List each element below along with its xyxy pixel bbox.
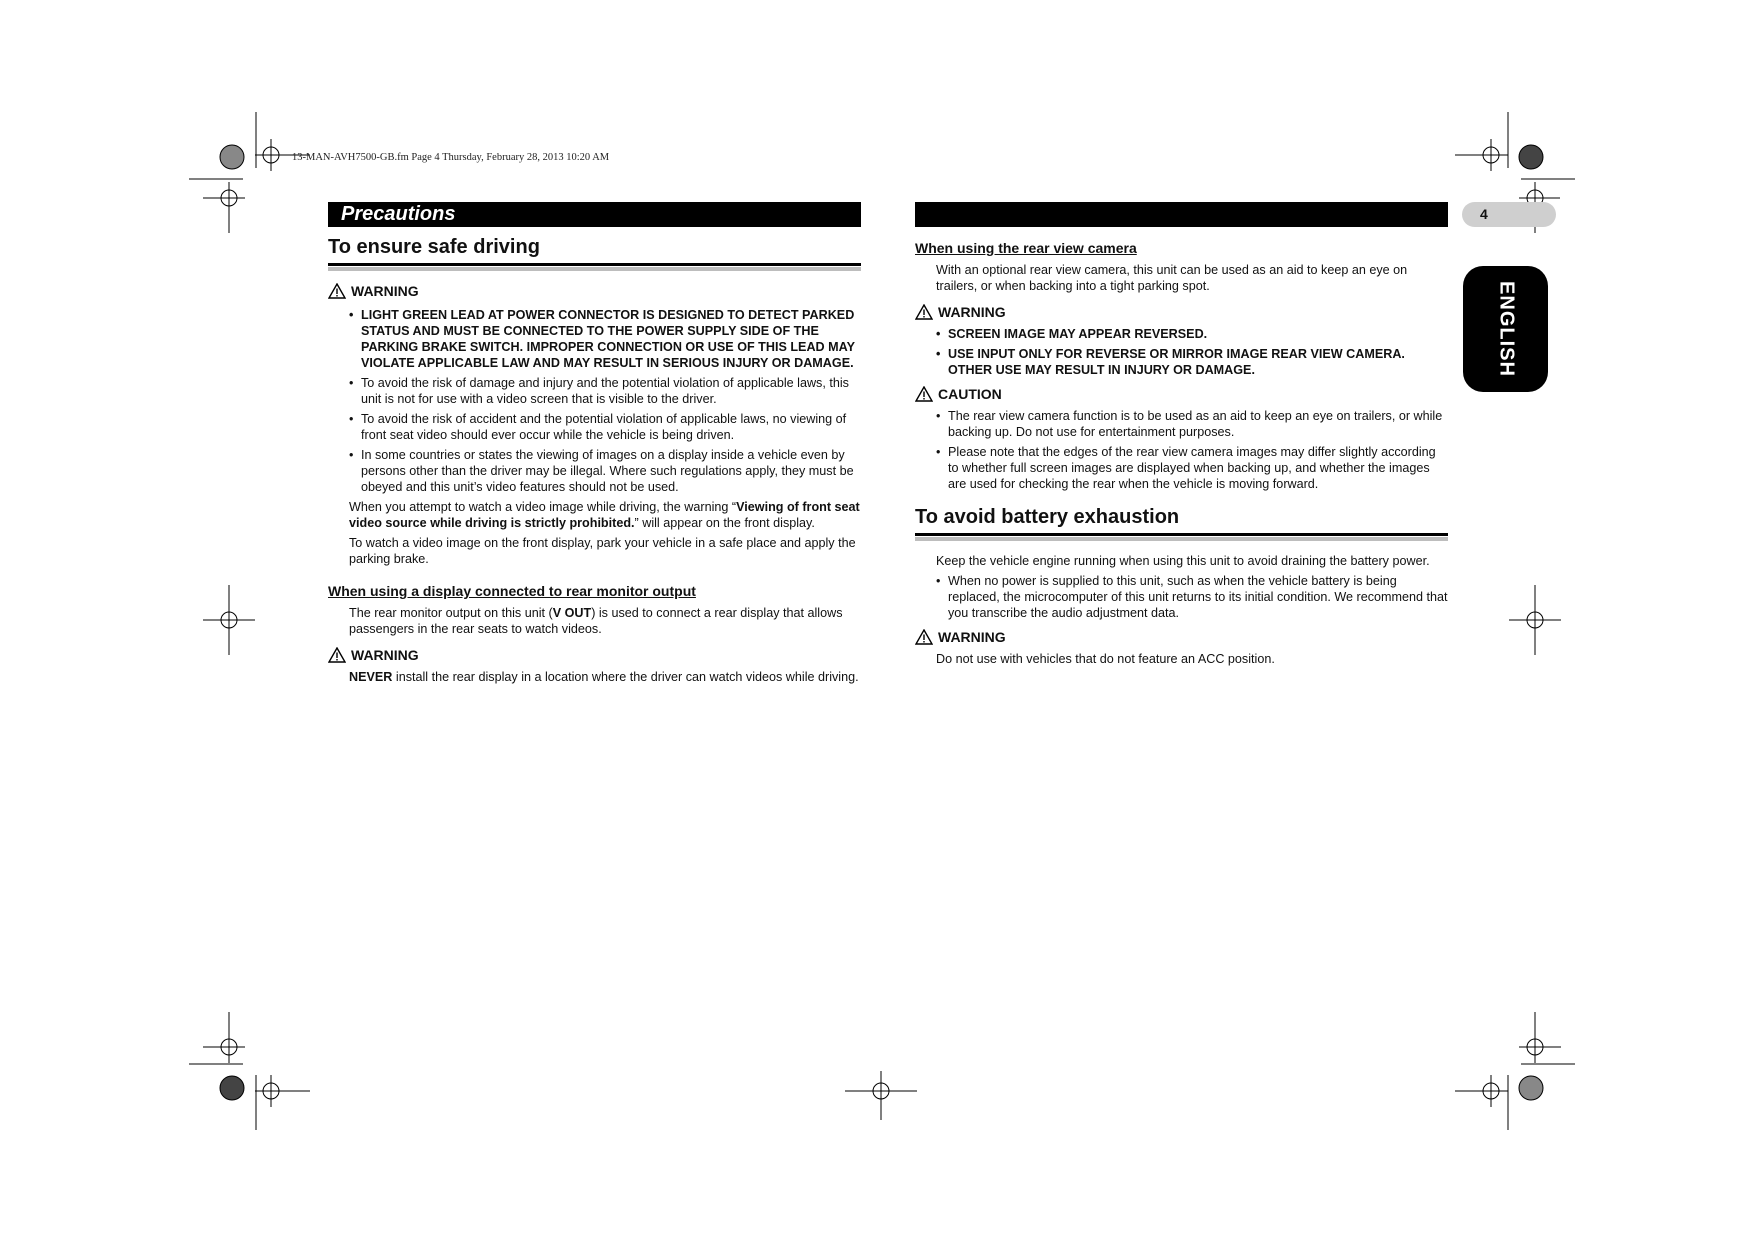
paragraph-driving-warning (349, 499, 861, 531)
list-item: • LIGHT GREEN LEAD AT POWER CONNECTOR IS DESIGNED TO DETECT PARKED STATUS AND MUST BE CONNECTED TO THE POWER SUPPLY SIDE OF THE PARKING BRAKE SWITCH. IMPROPER CONNECTION OR USE OF THIS LEAD MAY VIOLATE APPLICABLE LAW AND MAY RESULT IN SERIOUS INJURY OR DAMAGE. (349, 307, 861, 371)
text: ” will appear on the front display. (634, 516, 815, 530)
list-item: • SCREEN IMAGE MAY APPEAR REVERSED. (936, 326, 1448, 342)
caution-label: CAUTION (938, 386, 1002, 402)
language-label: ENGLISH (1495, 281, 1517, 377)
paragraph-battery: Keep the vehicle engine running when using this unit to avoid draining the battery power. (936, 554, 1430, 568)
list-item: • In some countries or states the viewing of images on a display inside a vehicle even by persons other than the driver may be illegal. Where such regulations apply, they must be obeyed and this unit’s video features should not be used. (349, 447, 861, 495)
section-title-safe-driving: To ensure safe driving (328, 236, 861, 266)
caution-triangle-icon (915, 386, 933, 402)
text: When you attempt to watch a video image while driving, the warning “ (349, 500, 737, 514)
warning-label: WARNING (351, 647, 419, 663)
text: install the rear display in a location where the driver can watch videos while driving. (392, 670, 859, 684)
safety-list (328, 375, 861, 495)
subsection-title-rear-camera: When using the rear view camera (915, 240, 1137, 256)
chapter-banner (328, 202, 861, 227)
warning-triangle-icon (328, 647, 346, 663)
left-column (328, 236, 861, 689)
paragraph-acc: Do not use with vehicles that do not feature an ACC position. (936, 652, 1275, 666)
chapter-banner-right (915, 202, 1448, 227)
language-tab (1463, 266, 1548, 392)
warning-label: WARNING (938, 304, 1006, 320)
warning-list (328, 307, 861, 371)
warning-triangle-icon (915, 629, 933, 645)
caution-list (915, 408, 1448, 492)
chapter-title: Precautions (341, 203, 456, 225)
page-number: 4 (1480, 206, 1488, 222)
warning-heading (328, 283, 861, 299)
bold-text: NEVER (349, 670, 393, 684)
warning-list (915, 326, 1448, 378)
paragraph-rear-camera: With an optional rear view camera, this unit can be used as an aid to keep an eye on trailers, or when backing into a tight parking spot. (936, 263, 1408, 293)
list-item: • USE INPUT ONLY FOR REVERSE OR MIRROR IMAGE REAR VIEW CAMERA. OTHER USE MAY RESULT IN INJURY OR DAMAGE. (936, 346, 1448, 378)
right-column (915, 240, 1448, 671)
text: The rear monitor output on this unit ( (349, 606, 553, 620)
warning-triangle-icon (915, 304, 933, 320)
paragraph-rear-monitor (349, 605, 861, 637)
page-number-tab (1462, 202, 1556, 227)
warning-heading (915, 304, 1448, 320)
paragraph-never (349, 669, 861, 685)
bold-text: V OUT (552, 606, 592, 620)
warning-heading (915, 629, 1448, 645)
list-item: • Please note that the edges of the rear view camera images may differ slightly according to whether full screen images are displayed when backing up, and whether the images are used for checking the rear when the vehicle is moving forward. (936, 444, 1448, 492)
list-item: • When no power is supplied to this unit, such as when the vehicle battery is being replaced, the microcomputer of this unit returns to its initial condition. We recommend that you transcribe the audio adjustment data. (936, 573, 1448, 621)
subsection-title-rear-monitor: When using a display connected to rear monitor output (328, 583, 696, 599)
text: ) is used to connect a rear display that allows passengers in the rear seats to watch videos. (349, 606, 843, 636)
warning-heading (328, 647, 861, 663)
paragraph-park: To watch a video image on the front display, park your vehicle in a safe place and apply the parking brake. (349, 536, 856, 566)
warning-label: WARNING (351, 283, 419, 299)
warning-triangle-icon (328, 283, 346, 299)
caution-heading (915, 386, 1448, 402)
list-item: • To avoid the risk of damage and injury and the potential violation of applicable laws, this unit is not for use with a video screen that is visible to the driver. (349, 375, 861, 407)
file-info-header: 13-MAN-AVH7500-GB.fm Page 4 Thursday, February 28, 2013 10:20 AM (292, 152, 610, 163)
warning-label: WARNING (938, 629, 1006, 645)
list-item: • The rear view camera function is to be used as an aid to keep an eye on trailers, or while backing up. Do not use for entertainment purposes. (936, 408, 1448, 440)
section-title-battery: To avoid battery exhaustion (915, 506, 1448, 536)
list-item: • To avoid the risk of accident and the potential violation of applicable laws, no viewing of front seat video should ever occur while the vehicle is being driven. (349, 411, 861, 443)
bold-text: Viewing of front seat video source while driving is strictly prohibited. (349, 500, 860, 530)
battery-list (915, 573, 1448, 621)
